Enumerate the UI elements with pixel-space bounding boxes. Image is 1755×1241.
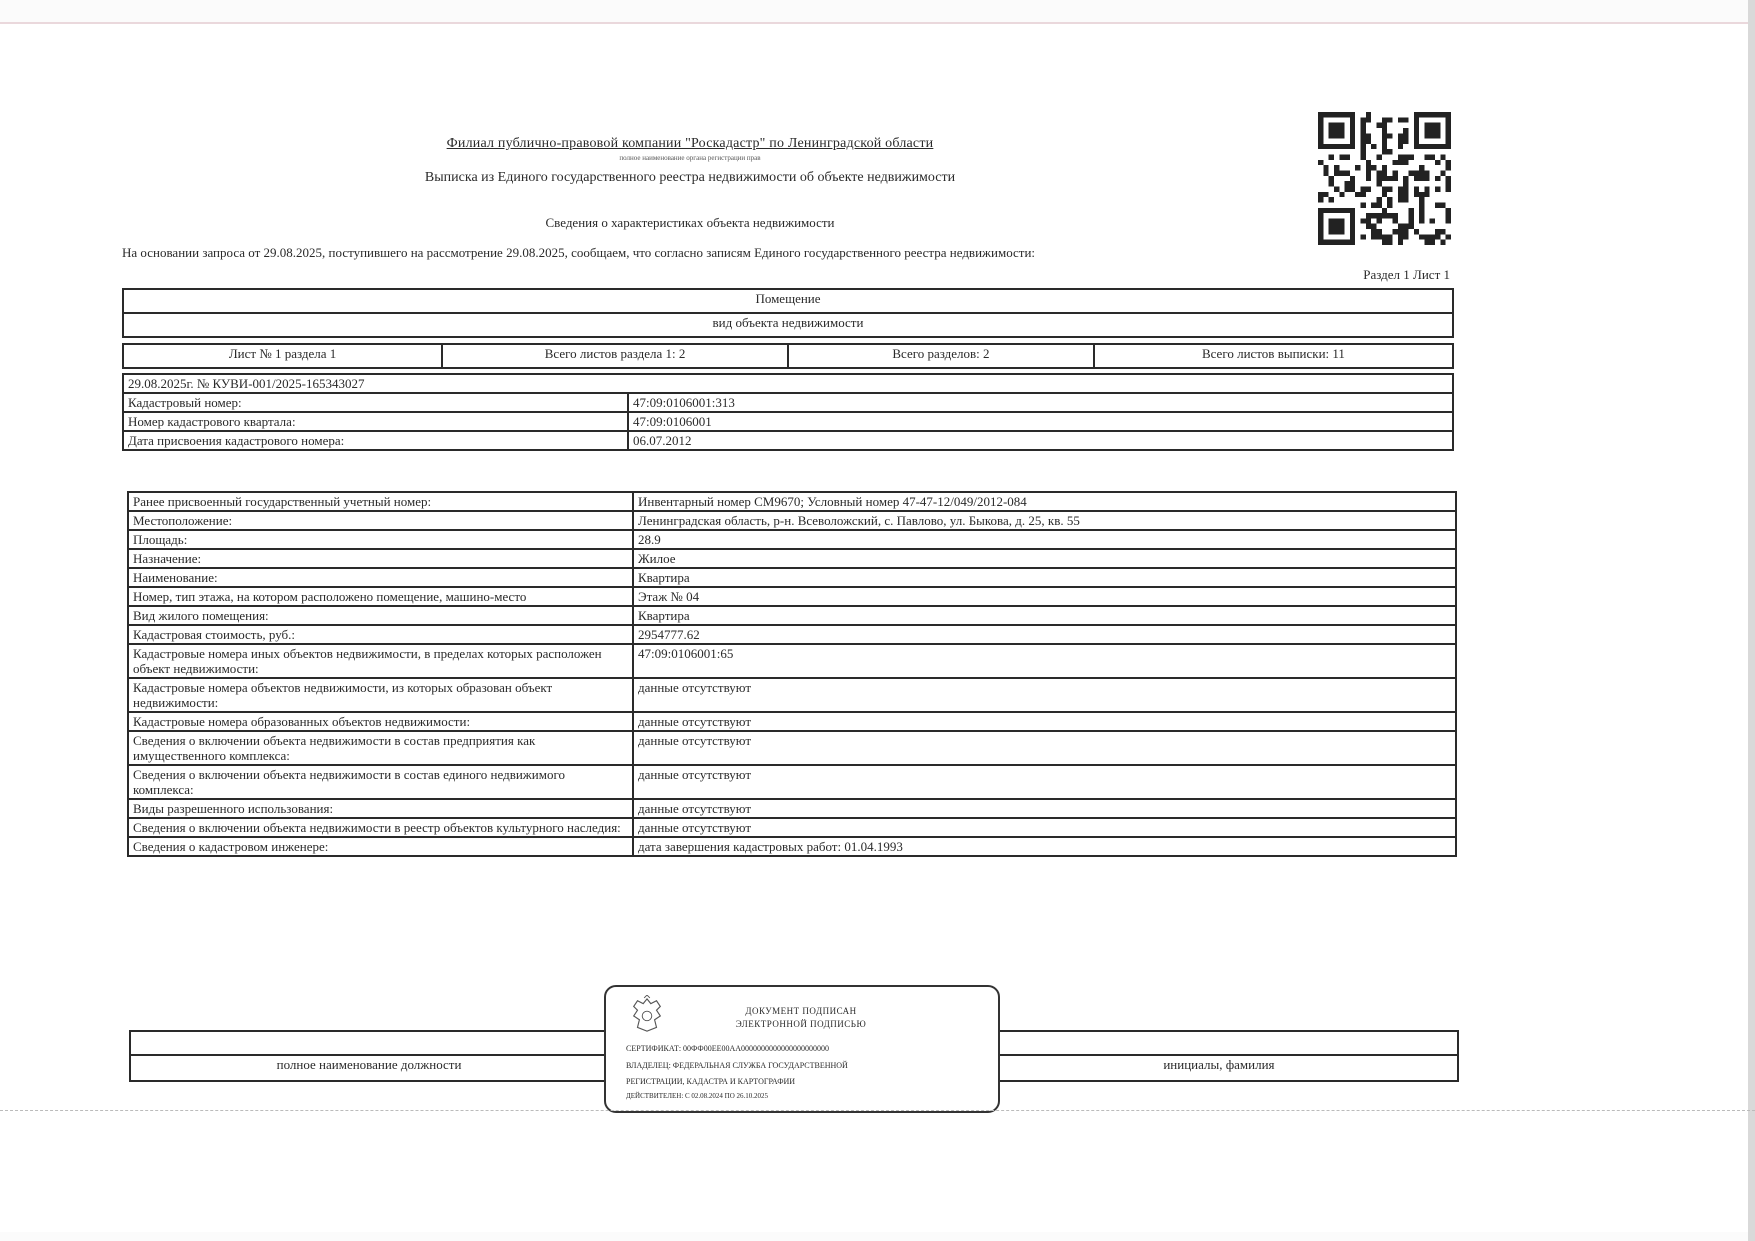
table-row xyxy=(123,412,1453,431)
razdel-label: Раздел 1 Лист 1 xyxy=(1363,267,1450,282)
table-row xyxy=(123,431,1453,450)
stamp-validity: ДЕЙСТВИТЕЛЕН: С 02.08.2024 ПО 26.10.2025 xyxy=(626,1092,769,1100)
stamp-title-line1: ДОКУМЕНТ ПОДПИСАН xyxy=(745,1006,857,1016)
table-row xyxy=(128,606,1456,625)
request-text: На основании запроса от 29.08.2025, поступившего на рассмотрение 29.08.2025, сообщаем, что согласно записям Единого государственного реестра недвижимости: xyxy=(122,245,1036,260)
row-value: 47:09:0106001 xyxy=(628,412,1453,431)
table-row xyxy=(128,549,1456,568)
row-label: Номер кадастрового квартала: xyxy=(123,412,628,431)
table-row xyxy=(128,644,1456,678)
table-row xyxy=(128,731,1456,765)
row-label: Площадь: xyxy=(128,530,633,549)
row-value: Ленинградская область, р-н. Всеволожский, с. Павлово, ул. Быкова, д. 25, кв. 55 xyxy=(633,511,1456,530)
row-label: Виды разрешенного использования: xyxy=(128,799,633,818)
table-row xyxy=(128,765,1456,799)
organization-name: Филиал публично-правовой компании "Роскадастр" по Ленинградской области xyxy=(446,136,934,151)
row-label: Сведения о кадастровом инженере: xyxy=(128,837,633,856)
stamp-issuer-line1: ВЛАДЕЛЕЦ: ФЕДЕРАЛЬНАЯ СЛУЖБА ГОСУДАРСТВЕННОЙ xyxy=(626,1061,848,1070)
row-value: Этаж № 04 xyxy=(633,587,1456,606)
row-label: Сведения о включении объекта недвижимости в состав единого недвижимого комплекса: xyxy=(128,765,633,799)
row-label: Номер, тип этажа, на котором расположено помещение, машино-место xyxy=(128,587,633,606)
table-row xyxy=(128,587,1456,606)
row-label: Кадастровые номера иных объектов недвижимости, в пределах которых расположен объект недвижимости: xyxy=(128,644,633,678)
name-caption: инициалы, фамилия xyxy=(980,1055,1458,1081)
extract-title: Выписка из Единого государственного реестра недвижимости об объекте недвижимости xyxy=(424,170,956,185)
row-label: Кадастровые номера объектов недвижимости, из которых образован объект недвижимости: xyxy=(128,678,633,712)
table-row xyxy=(128,511,1456,530)
object-type-table xyxy=(122,288,1454,338)
row-value: данные отсутствуют xyxy=(633,712,1456,731)
table-row xyxy=(128,625,1456,644)
row-value: Инвентарный номер СМ9670; Условный номер 47-47-12/049/2012-084 xyxy=(633,492,1456,511)
electronic-signature-stamp xyxy=(604,985,1000,1113)
scan-bottom-line xyxy=(0,1110,1755,1112)
total-sheets: Всего листов выписки: 11 xyxy=(1094,344,1453,368)
row-label: Наименование: xyxy=(128,568,633,587)
table-row xyxy=(128,712,1456,731)
row-label: Кадастровый номер: xyxy=(123,393,628,412)
sheet-number: Лист № 1 раздела 1 xyxy=(123,344,442,368)
row-value: данные отсутствуют xyxy=(633,678,1456,712)
table-row xyxy=(128,492,1456,511)
table-row xyxy=(128,568,1456,587)
page-edge-line xyxy=(0,22,1755,24)
row-value: данные отсутствуют xyxy=(633,799,1456,818)
row-value: 28.9 xyxy=(633,530,1456,549)
object-type: Помещение xyxy=(123,289,1453,313)
row-value: 06.07.2012 xyxy=(628,431,1453,450)
stamp-certificate: СЕРТИФИКАТ: 00ФФ00ЕЕ00АА0000000000000000000000 xyxy=(626,1044,830,1053)
row-value: Квартира xyxy=(633,568,1456,587)
position-caption: полное наименование должности xyxy=(130,1055,608,1081)
row-label: Ранее присвоенный государственный учетный номер: xyxy=(128,492,633,511)
table-row xyxy=(128,678,1456,712)
details-table xyxy=(127,491,1457,857)
object-type-caption: вид объекта недвижимости xyxy=(123,313,1453,337)
row-value: Жилое xyxy=(633,549,1456,568)
organization-caption: полное наименование органа регистрации прав xyxy=(619,154,761,162)
table-row xyxy=(123,393,1453,412)
row-label: Сведения о включении объекта недвижимости в состав предприятия как имущественного комплекса: xyxy=(128,731,633,765)
row-value: Квартира xyxy=(633,606,1456,625)
stamp-issuer-line2: РЕГИСТРАЦИИ, КАДАСТРА И КАРТОГРАФИИ xyxy=(626,1077,796,1086)
row-label: Кадастровая стоимость, руб.: xyxy=(128,625,633,644)
qr-code-icon xyxy=(1318,112,1451,245)
table-row xyxy=(128,530,1456,549)
table-row xyxy=(128,837,1456,856)
row-value: данные отсутствуют xyxy=(633,818,1456,837)
row-label: Вид жилого помещения: xyxy=(128,606,633,625)
registry-date-number: 29.08.2025г. № КУВИ-001/2025-165343027 xyxy=(123,374,1453,393)
coat-of-arms-icon xyxy=(628,995,666,1035)
scan-edge-shadow xyxy=(1748,0,1755,1241)
row-value: 47:09:0106001:65 xyxy=(633,644,1456,678)
registry-table xyxy=(122,373,1454,451)
section-title: Сведения о характеристиках объекта недвижимости xyxy=(545,215,835,230)
row-label: Сведения о включении объекта недвижимости в реестр объектов культурного наследия: xyxy=(128,818,633,837)
sheets-table xyxy=(122,343,1454,369)
total-sections: Всего разделов: 2 xyxy=(788,344,1094,368)
row-value: дата завершения кадастровых работ: 01.04.1993 xyxy=(633,837,1456,856)
row-value: данные отсутствуют xyxy=(633,765,1456,799)
row-value: 2954777.62 xyxy=(633,625,1456,644)
row-label: Кадастровые номера образованных объектов недвижимости: xyxy=(128,712,633,731)
row-value: данные отсутствуют xyxy=(633,731,1456,765)
sheets-in-section: Всего листов раздела 1: 2 xyxy=(442,344,788,368)
table-row xyxy=(128,799,1456,818)
row-label: Дата присвоения кадастрового номера: xyxy=(123,431,628,450)
row-value: 47:09:0106001:313 xyxy=(628,393,1453,412)
row-label: Местоположение: xyxy=(128,511,633,530)
table-row xyxy=(128,818,1456,837)
row-label: Назначение: xyxy=(128,549,633,568)
stamp-title-line2: ЭЛЕКТРОННОЙ ПОДПИСЬЮ xyxy=(735,1019,867,1029)
